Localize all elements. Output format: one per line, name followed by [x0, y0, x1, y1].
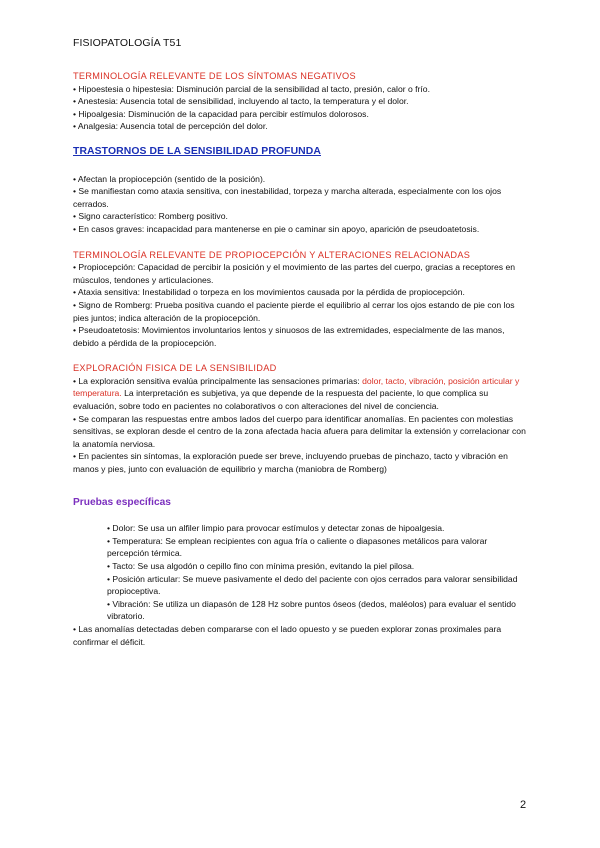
list-item: • Posición articular: Se mueve pasivamente el dedo del paciente con ojos cerrados para valorar sensibilidad propioceptiva. [107, 573, 518, 597]
list-item: • Hipoalgesia: Disminución de la capacidad para percibir estímulos dolorosos. [73, 108, 369, 119]
list-item: • Signo de Romberg: Prueba positiva cuando el paciente pierde el equilibrio al cerrar los ojos estando de pie con los pies juntos; indica alteración de la propiocepción. [73, 299, 515, 323]
section-title-specific-tests: Pruebas específicas [73, 496, 171, 508]
page-number: 2 [520, 799, 527, 811]
section-title-physical-exam: EXPLORACIÓN FISICA DE LA SENSIBILIDAD [73, 363, 277, 374]
list-item: • Analgesia: Ausencia total de percepción del dolor. [73, 121, 268, 132]
list-item: • Ataxia sensitiva: Inestabilidad o torpeza en los movimientos causada por la pérdida de propiocepción. [73, 287, 465, 298]
list-item: • Propiocepción: Capacidad de percibir la posición y el movimiento de las partes del cuerpo, gracias a receptores en músculos, tendones y articulaciones. [73, 262, 516, 285]
list-item: • En casos graves: incapacidad para mantenerse en pie o caminar sin apoyo, aparición de pseudoatetosis. [73, 223, 480, 234]
specific-tests-list [73, 522, 528, 623]
list-item: • En pacientes sin síntomas, la exploración puede ser breve, incluyendo pruebas de pinchazo, tacto y vibración en manos y pies, junto con evaluación de equilibrio y marcha (maniobra de Romberg) [73, 451, 508, 475]
list-item: • Signo característico: Romberg positivo. [73, 211, 228, 222]
section-title-deep-sensitivity: TRASTORNOS DE LA SENSIBILIDAD PROFUNDA [73, 145, 321, 157]
page-content [73, 70, 528, 648]
list-item: • Tacto: Se usa algodón o cepillo fino con mínima presión, evitando la piel pilosa. [107, 561, 415, 571]
list-item: • Dolor: Se usa un alfiler limpio para provocar estímulos y detectar zonas de hipoalgesia. [107, 523, 445, 534]
highlighted-text: dolor, tacto, vibración, posición articular y temperatura. [73, 375, 520, 399]
list-item [73, 375, 528, 413]
section-title-negative-symptoms: TERMINOLOGÍA RELEVANTE DE LOS SÍNTOMAS NEGATIVOS [73, 71, 356, 81]
list-item: • Anestesia: Ausencia total de sensibilidad, incluyendo al tacto, la temperatura y el dolor. [73, 96, 409, 107]
list-item: • Se comparan las respuestas entre ambos lados del cuerpo para identificar anomalías. En pacientes con molestias sensitivas, se exploran desde el centro de la zona afectada hacia afuera para delimitar la extensión y correlacionar con la anatomía nerviosa. [73, 413, 526, 449]
list-item-text: • La exploración sensitiva evalúa principalmente las sensaciones primarias: [73, 375, 363, 386]
list-item: • Vibración: Se utiliza un diapasón de 128 Hz sobre puntos óseos (dedos, maléolos) para evaluar el sentido vibratorio. [107, 598, 516, 622]
list-item: • Las anomalías detectadas deben compararse con el lado opuesto y se pueden explorar zonas proximales para confirmar el déficit. [73, 623, 502, 647]
list-item: • Temperatura: Se emplean recipientes con agua fría o caliente o diapasones metálicos para valorar percepción térmica. [107, 535, 488, 559]
list-item-text: La interpretación es subjetiva, ya que depende de la respuesta del paciente, lo que complica su evaluación, sobre todo en pacientes no colaborativos o con alteraciones del nivel de conciencia. [73, 388, 489, 412]
list-item: • Hipoestesia o hipestesia: Disminución parcial de la sensibilidad al tacto, presión, calor o frío. [73, 83, 430, 94]
page-header: FISIOPATOLOGÍA T51 [73, 37, 182, 49]
list-item: • Afectan la propiocepción (sentido de la posición). [73, 173, 266, 184]
section-title-proprioception: TERMINOLOGÍA RELEVANTE DE PROPIOCEPCIÓN Y ALTERACIONES RELACIONADAS [73, 249, 471, 260]
list-item: • Pseudoatetosis: Movimientos involuntarios lentos y sinuosos de las extremidades, especialmente de las manos, debido a pérdida de la propiocepción. [73, 325, 505, 348]
list-item: • Se manifiestan como ataxia sensitiva, con inestabilidad, torpeza y marcha alterada, especialmente con los ojos cerrados. [73, 186, 502, 209]
